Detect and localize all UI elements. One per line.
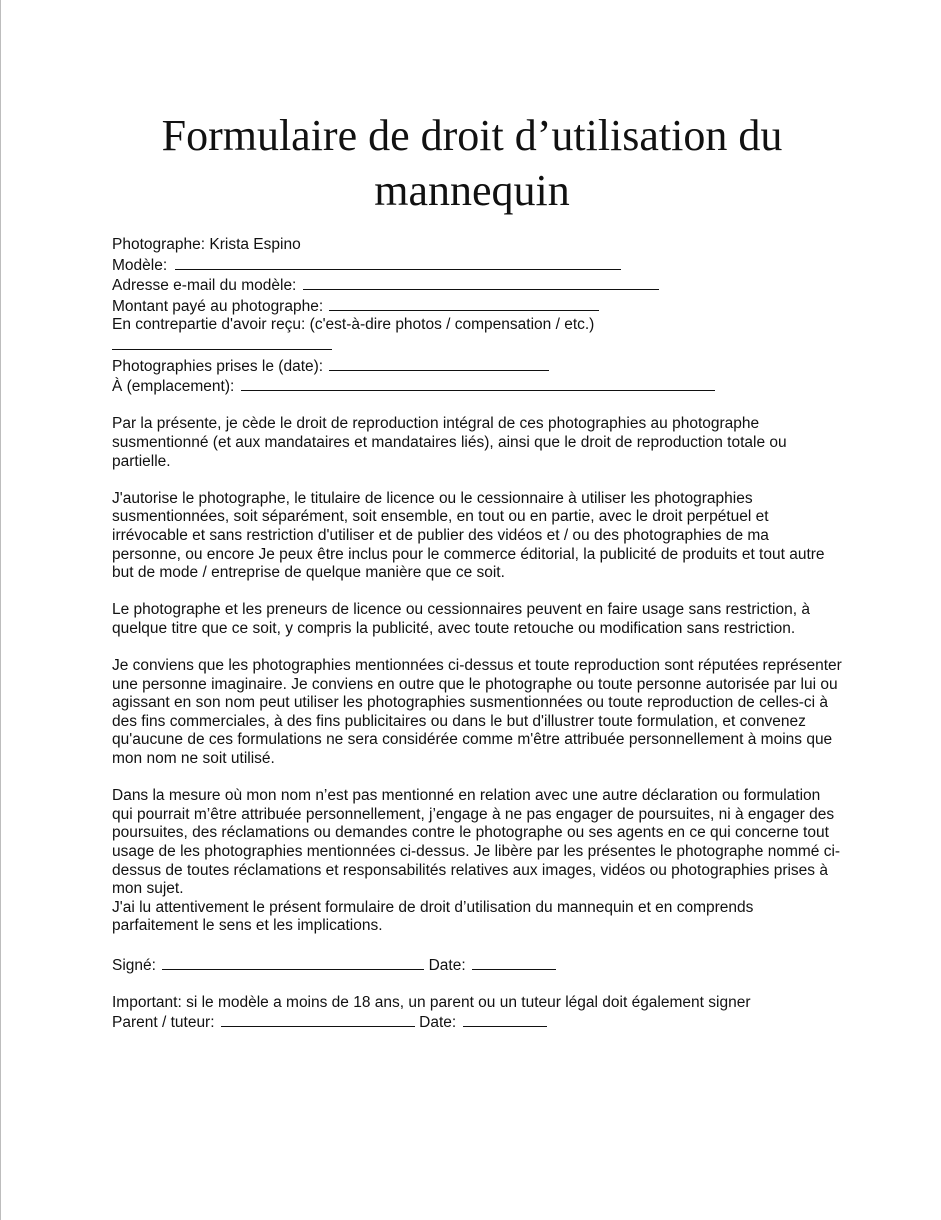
consideration-blank-line	[112, 335, 842, 356]
consideration-field[interactable]	[112, 335, 332, 350]
signature-date-label: Date:	[428, 956, 466, 974]
paragraph-2	[112, 490, 842, 583]
guardian-label: Parent / tuteur:	[112, 1014, 215, 1032]
amount-field[interactable]	[329, 296, 599, 311]
signature-date-field[interactable]	[472, 955, 556, 970]
amount-line	[112, 296, 842, 317]
paragraph-4	[112, 657, 842, 769]
guardian-date-field[interactable]	[463, 1012, 547, 1027]
guardian-date-label: Date:	[419, 1014, 457, 1032]
paragraph-5	[112, 787, 842, 936]
email-label: Adresse e-mail du modèle:	[112, 277, 297, 295]
minor-section	[112, 994, 842, 1033]
model-label: Modèle:	[112, 256, 168, 274]
acknowledgement-text: J'ai lu attentivement le présent formulaire de droit d’utilisation du mannequin et en comprends parfaitement le sens et les implications.	[112, 898, 754, 935]
email-line	[112, 275, 842, 296]
location-line	[112, 376, 842, 397]
consideration-line	[112, 316, 842, 335]
paragraph-text: Je conviens que les photographies mentionnées ci-dessus et toute reproduction sont réputées représenter une personne imaginaire. Je conviens en outre que le photographe ou toute personne autorisée par lui ou agissant en son nom peut utiliser les photographies susmentionnées ou toute reproduction de celles-ci à des fins commerciales, à des fins publicitaires ou dans le but d'illustrer toute formulation, et convenez qu'aucune de ces formulations ne sera considérée comme m'être attribuée personnellement à moins que mon nom ne soit utilisé.	[112, 657, 842, 768]
consideration-label: En contrepartie d'avoir reçu: (c'est-à-dire photos / compensation / etc.)	[112, 316, 595, 334]
date-line	[112, 356, 842, 377]
date-label: Photographies prises le (date):	[112, 357, 324, 375]
page-title: Formulaire de droit d’utilisation du mannequin	[161, 111, 783, 215]
signature-field[interactable]	[162, 955, 424, 970]
paragraph-3	[112, 601, 842, 638]
date-field[interactable]	[329, 356, 549, 371]
paragraph-text: Dans la mesure où mon nom n’est pas mentionné en relation avec une autre déclaration ou formulation qui pourrait m’être attribuée personnellement, j’engage à ne pas engager de poursuites, ni à engager des poursuites, des réclamations ou demandes contre le photographe ou ses agents en ce qui concerne tout usage de les photographies mentionnées ci-dessus. Je libère par les présentes le photographe nommé ci-dessus de toutes réclamations et responsabilités relatives aux images, vidéos ou photographies prises à mon sujet.	[112, 787, 841, 898]
model-field[interactable]	[175, 255, 621, 270]
email-field[interactable]	[303, 275, 659, 290]
location-label: À (emplacement):	[112, 378, 235, 396]
location-field[interactable]	[241, 376, 715, 391]
minor-notice-line	[112, 994, 842, 1013]
guardian-field[interactable]	[221, 1012, 415, 1027]
paragraph-1	[112, 415, 842, 471]
minor-notice: Important: si le modèle a moins de 18 ans, un parent ou un tuteur légal doit également signer	[112, 993, 751, 1011]
signature-line	[112, 955, 842, 976]
model-line	[112, 255, 842, 276]
photographer-text: Photographe: Krista Espino	[112, 236, 301, 253]
paragraph-text: Le photographe et les preneurs de licence ou cessionnaires peuvent en faire usage sans restriction, à quelque titre que ce soit, y compris la publicité, avec toute retouche ou modification sans restriction.	[112, 601, 810, 637]
paragraph-text: J'autorise le photographe, le titulaire de licence ou le cessionnaire à utiliser les photographies susmentionnées, soit séparément, soit ensemble, en tout ou en partie, avec le droit perpétuel et irrévocable et sans restriction d'utiliser et de publier des vidéos et / ou des photographies de ma personne, ou encore Je peux être inclus pour le commerce éditorial, la publicité de produits et tout autre but de mode / entreprise de quelque manière que ce soit.	[112, 489, 825, 582]
photographer-line	[112, 236, 842, 255]
paragraph-text: Par la présente, je cède le droit de reproduction intégral de ces photographies au photographe susmentionné (et aux mandataires et mandataires liés), ainsi que le droit de reproduction totale ou partielle.	[112, 415, 787, 470]
guardian-line	[112, 1012, 842, 1033]
signed-label: Signé:	[112, 956, 156, 974]
form-body	[112, 236, 842, 1033]
amount-label: Montant payé au photographe:	[112, 297, 324, 315]
